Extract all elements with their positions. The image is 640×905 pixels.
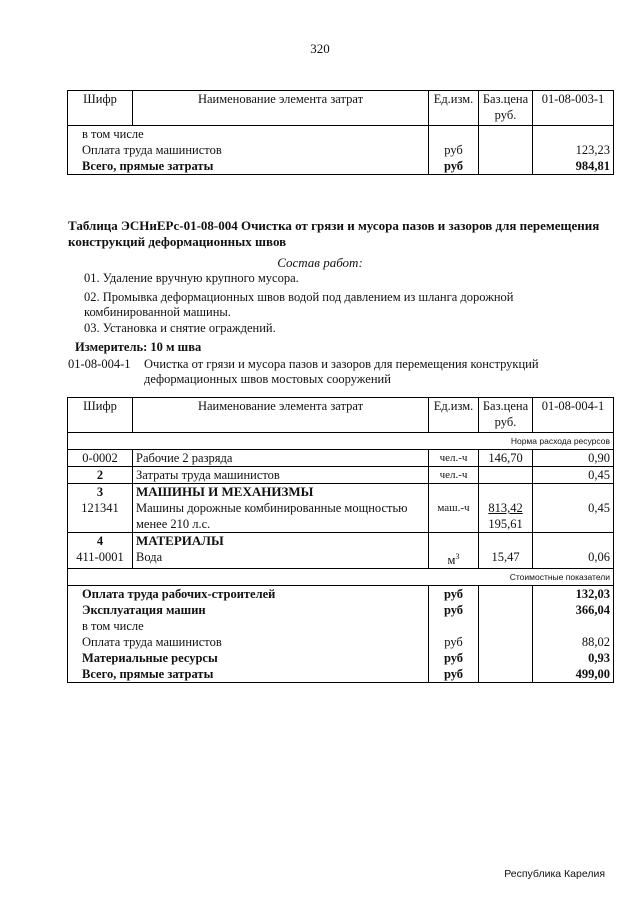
row-name: Всего, прямые затраты: [68, 158, 429, 175]
row-unit: руб: [429, 650, 479, 666]
row-value: [533, 484, 614, 501]
row-price: [479, 618, 533, 634]
header-price: Баз.цена руб.: [479, 398, 533, 433]
row-name: МАТЕРИАЛЫ: [133, 533, 429, 550]
table-row: [68, 650, 614, 666]
table-row: [68, 467, 614, 484]
work-item: 02. Промывка деформационных швов водой под давлением из шланга дорожной комбинированной машины.: [84, 290, 514, 319]
row-value: 984,81: [533, 158, 614, 175]
row-value: 132,03: [533, 586, 614, 603]
table-title: Таблица ЭСНиЕРс-01-08-004 Очистка от грязи и мусора пазов и зазоров для перемещения конструкций деформационных швов: [68, 218, 600, 249]
row-price: [479, 650, 533, 666]
row-unit: чел.-ч: [429, 467, 479, 484]
table-header-row: [68, 398, 614, 433]
table-row: [68, 634, 614, 650]
table-row: [68, 666, 614, 683]
section-label-row: [68, 569, 614, 586]
table-row: [68, 142, 614, 158]
row-price: [479, 602, 533, 618]
table-row: [68, 586, 614, 603]
row-name: Оплата труда машинистов: [68, 142, 429, 158]
row-value: 0,45: [533, 500, 614, 533]
row-value: [533, 126, 614, 143]
header-column-code: 01-08-004-1: [533, 398, 614, 433]
row-value: 123,23: [533, 142, 614, 158]
row-unit: [429, 126, 479, 143]
row-value: 0,06: [533, 549, 614, 569]
row-price: [479, 586, 533, 603]
row-name: Рабочие 2 разряда: [133, 450, 429, 467]
row-name: Затраты труда машинистов: [133, 467, 429, 484]
row-code: 3: [68, 484, 133, 501]
row-code: 4: [68, 533, 133, 550]
row-price: [479, 158, 533, 175]
row-name: Машины дорожные комбинированные мощностью менее 210 л.с.: [133, 500, 429, 533]
row-name: Материальные ресурсы: [68, 650, 429, 666]
row-name: МАШИНЫ И МЕХАНИЗМЫ: [133, 484, 429, 501]
row-code: 0-0002: [68, 450, 133, 467]
row-unit: маш.-ч: [429, 500, 479, 533]
row-unit: руб: [429, 142, 479, 158]
header-price: Баз.цена руб.: [479, 91, 533, 126]
row-name: Оплата труда машинистов: [68, 634, 429, 650]
row-name: в том числе: [68, 126, 429, 143]
header-unit: Ед.изм.: [429, 398, 479, 433]
work-item: 03. Установка и снятие ограждений.: [84, 321, 276, 335]
row-value: 0,90: [533, 450, 614, 467]
row-value: 88,02: [533, 634, 614, 650]
table-row: [68, 450, 614, 467]
row-code: 411-0001: [68, 549, 133, 569]
row-price-primary: 813,42: [488, 501, 523, 515]
table-row: [68, 500, 614, 533]
row-name: в том числе: [68, 618, 429, 634]
row-unit: [429, 549, 479, 569]
row-price: 15,47: [479, 549, 533, 569]
header-unit: Ед.изм.: [429, 91, 479, 126]
work-description: Очистка от грязи и мусора пазов и зазоров для перемещения конструкций деформационных швов мостовых сооружений: [144, 357, 539, 386]
footer-region: Республика Карелия: [504, 868, 605, 880]
row-unit: [429, 533, 479, 550]
row-name: Эксплуатация машин: [68, 602, 429, 618]
row-price: [479, 500, 533, 533]
cost-label: Стоимостные показатели: [68, 569, 614, 586]
row-code: 121341: [68, 500, 133, 533]
table-row: [68, 618, 614, 634]
header-code: Шифр: [68, 398, 133, 433]
table-row: [68, 602, 614, 618]
work-code: 01-08-004-1: [68, 357, 131, 371]
table-row: [68, 484, 614, 501]
header-name: Наименование элемента затрат: [133, 91, 429, 126]
row-name: Оплата труда рабочих-строителей: [68, 586, 429, 603]
row-unit: руб: [429, 602, 479, 618]
row-value: [533, 533, 614, 550]
table-row: [68, 533, 614, 550]
row-unit: руб: [429, 586, 479, 603]
unit-text: м: [447, 553, 456, 568]
row-price: [479, 142, 533, 158]
row-price: 146,70: [479, 450, 533, 467]
row-unit: [429, 484, 479, 501]
row-price: [479, 484, 533, 501]
section-label-row: [68, 433, 614, 450]
row-value: 0,93: [533, 650, 614, 666]
row-unit: руб: [429, 634, 479, 650]
row-name: Вода: [133, 549, 429, 569]
work-item: 01. Удаление вручную крупного мусора.: [84, 271, 299, 285]
table-row: [68, 549, 614, 569]
row-unit: руб: [429, 158, 479, 175]
header-code: Шифр: [68, 91, 133, 126]
row-price: [479, 467, 533, 484]
row-unit: руб: [429, 666, 479, 683]
table-row: [68, 158, 614, 175]
measure-unit: Измеритель: 10 м шва: [75, 340, 202, 354]
table-header-row: [68, 91, 614, 126]
header-name: Наименование элемента затрат: [133, 398, 429, 433]
header-column-code: 01-08-003-1: [533, 91, 614, 126]
row-price-secondary: 195,61: [488, 517, 523, 531]
table-row: [68, 126, 614, 143]
row-value: 0,45: [533, 467, 614, 484]
page-number: 320: [310, 41, 330, 56]
row-price: [479, 126, 533, 143]
unit-superscript: 3: [455, 552, 460, 561]
row-price: [479, 666, 533, 683]
row-value: [533, 618, 614, 634]
row-name: Всего, прямые затраты: [68, 666, 429, 683]
top-cost-table: [67, 90, 614, 175]
row-unit: чел.-ч: [429, 450, 479, 467]
row-unit: [429, 618, 479, 634]
row-value: 366,04: [533, 602, 614, 618]
work-composition-label: Состав работ:: [277, 255, 363, 270]
norm-label: Норма расхода ресурсов: [68, 433, 614, 450]
row-code: 2: [68, 467, 133, 484]
resource-table: [67, 397, 614, 683]
row-value: 499,00: [533, 666, 614, 683]
row-price: [479, 533, 533, 550]
row-price: [479, 634, 533, 650]
